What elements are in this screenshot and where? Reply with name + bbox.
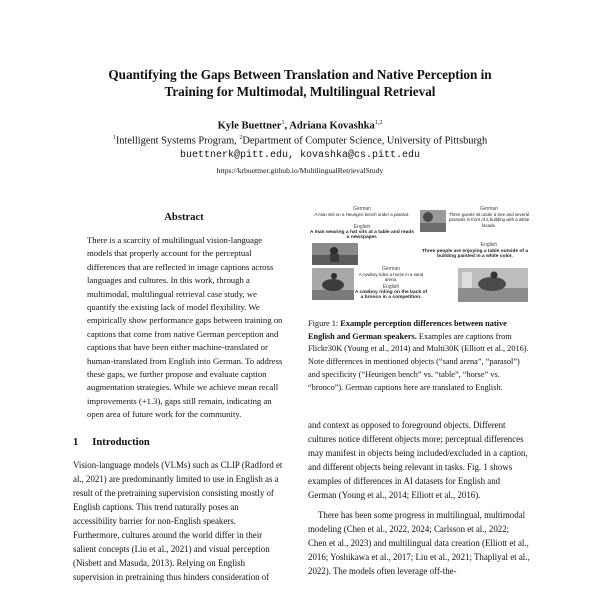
figure-1 bbox=[308, 206, 530, 306]
panel3-caption-english: A cowboy riding on the back of a bronco in a competition. bbox=[354, 290, 428, 301]
panel4-photo bbox=[458, 268, 528, 302]
affil-sup-1: 1 bbox=[112, 135, 116, 141]
panel1-photo bbox=[312, 243, 358, 265]
paper-title bbox=[60, 66, 540, 100]
caption-bold: Example perception differences between native English and German speakers. bbox=[308, 319, 507, 341]
affil-sup-2: 2 bbox=[239, 135, 243, 141]
panel2-caption-english: Three people are enjoying a table outside of a building painted in a white color. bbox=[421, 249, 529, 260]
intro-paragraph-col1: Vision-language models (VLMs) such as CLIP (Radford et al., 2021) are predominantly limited to use in English as a result of the pretraining supervision consisting mostly of English captions. This trend naturally poses an accessibility barrier for non-English speakers. Furthermore, cultures around the world differ in their salient concepts (Liu et al., 2021) and visual perception (Nisbett and Masuda, 2013). Relying on English supervision in pretraining thus hinders consideration of bbox=[73, 460, 283, 582]
panel1-caption-german: A man sits on a Heurigen bench under a parasol. bbox=[314, 212, 410, 217]
panel2-lang1: German bbox=[479, 206, 499, 212]
author-1-sup: 1 bbox=[281, 120, 285, 126]
section-heading-introduction bbox=[73, 437, 150, 448]
panel2-photo bbox=[420, 210, 446, 232]
affil-1: Intelligent Systems Program, bbox=[115, 135, 240, 147]
author-emails: buettnerk@pitt.edu, kovashka@cs.pitt.edu bbox=[179, 150, 421, 161]
intro-paragraph-col2-a: and context as opposed to foreground objects. Different cultures notice different objects more; perceptual differences may manifest in objects being included/excluded in a caption, and different objects being relevant in tasks. Fig. 1 shows examples of differences in AI datasets for English and German (Young et al., 2014; Elliott et al., 2016). bbox=[308, 420, 528, 500]
intro-paragraph-col2-b: There has been some progress in multilingual, multimodal modeling (Chen et al., 2022, 2024; Carlsson et al., 2022; Chen et al., 2023) and multilingual data creation (Elliott et al., 2016; Yoshikawa et al., 2017; Liu et al., 2021; Thapliyal et al., 2022). The models often leverage off-the- bbox=[308, 510, 530, 576]
panel3-lang1: German bbox=[381, 266, 401, 272]
intro-col2 bbox=[308, 418, 530, 578]
author-2: , Adriana Kovashka bbox=[284, 120, 375, 132]
panel1-lang2: English bbox=[353, 224, 371, 230]
project-url[interactable]: https://krbuettner.github.io/MultilingualRetrievalStudy bbox=[216, 166, 384, 175]
panel3-lang2: English bbox=[382, 284, 400, 290]
panel2-caption-german: Three guests sit under a tree and several parasols in front of a building with a white facade. bbox=[448, 212, 530, 228]
title-line-1: Quantifying the Gaps Between Translation and Native Perception in bbox=[108, 67, 492, 82]
caption-rest: Examples are captions from Flickr30K (Young et al., 2014) and Multi30K (Elliott et al., 2016). Note differences in mentioned objects (“sand arena”, “parasol”) and specificity (“Heurigen bench” vs. “table”, “horse” vs. “bronco”). German captions here are translated to English. bbox=[308, 331, 529, 392]
section-title: Introduction bbox=[92, 437, 150, 448]
affiliations bbox=[40, 135, 560, 146]
panel3-caption-german: A cowboy rides a horse in a sand arena. bbox=[358, 272, 424, 283]
affil-2: Department of Computer Science, University of Pittsburgh bbox=[242, 135, 488, 147]
figure-1-caption bbox=[308, 318, 530, 394]
panel2-lang2: English bbox=[480, 242, 498, 248]
title-line-2: Training for Multimodal, Multilingual Retrieval bbox=[164, 84, 436, 99]
abstract-heading: Abstract bbox=[164, 212, 204, 223]
author-2-sup: 1,2 bbox=[374, 120, 383, 126]
panel3-photo bbox=[312, 268, 354, 300]
caption-label: Figure 1: bbox=[308, 319, 341, 328]
panel1-lang1: German bbox=[352, 206, 372, 212]
author-1: Kyle Buettner bbox=[217, 120, 282, 132]
authors-line bbox=[60, 120, 540, 132]
section-number: 1 bbox=[73, 437, 79, 448]
abstract-text: There is a scarcity of multilingual vision-language models that properly account for the perceptual differences that are reflected in image captions across languages and cultures. In this work, through a multimodal, multilingual retrieval case study, we quantify the existing lack of model flexibility. We empirically show performance gaps between training on captions that come from native German perception and captions that have been either machine-translated or human-translated from English into German. To address these gaps, we further propose and evaluate caption augmentation strategies. While we achieve mean recall improvements (+1.3), gaps still remain, indicating an open area of future work for the community. bbox=[87, 235, 283, 420]
panel1-caption-english: A man wearing a hat sits at a table and reads a newspaper. bbox=[309, 230, 415, 241]
